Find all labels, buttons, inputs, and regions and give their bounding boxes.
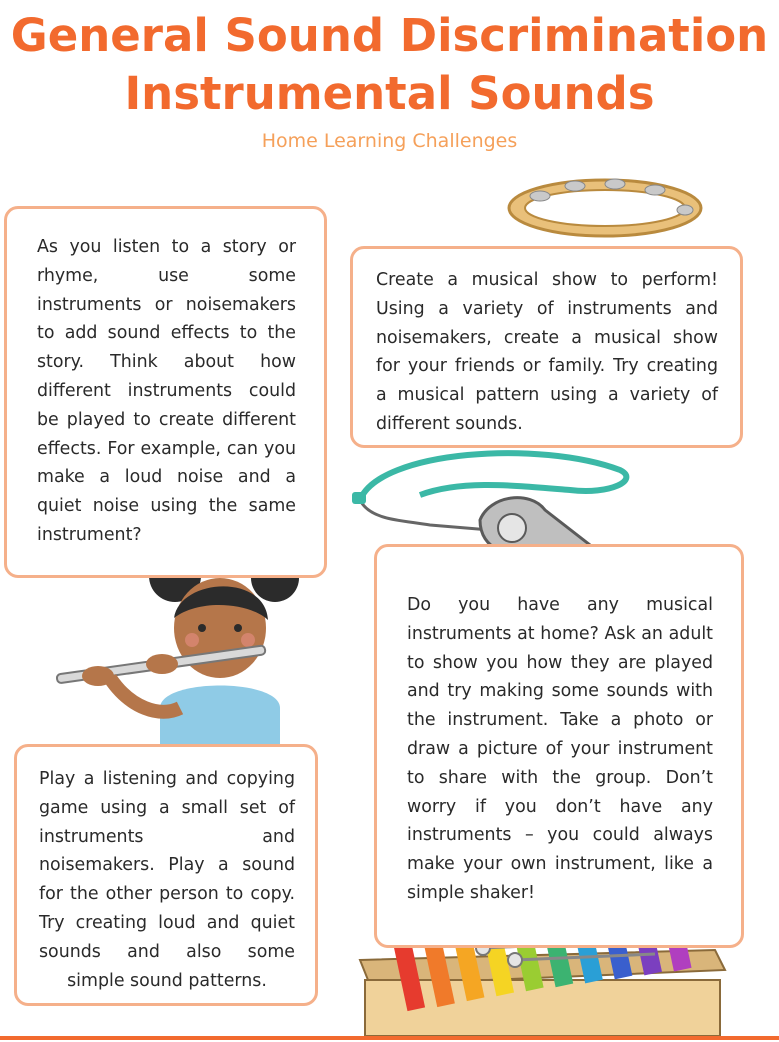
challenge-card-musical-show	[350, 246, 743, 448]
girl-with-flute-illustration	[50, 548, 310, 748]
challenge-card-home-instruments	[374, 544, 744, 948]
bottom-divider	[0, 1036, 779, 1040]
tambourine-illustration	[500, 170, 710, 250]
challenge-text: Play a listening and copying game using a small set of instruments and noisemakers. Play a sound for the other person to copy. Try creating loud and quiet sounds and also some simple sound patterns.	[39, 769, 295, 991]
challenge-text: Create a musical show to perform! Using a variety of instruments and noisemakers, create a musical show for your friends or family. Try creating a musical pattern using a variety of different sounds.	[376, 270, 718, 434]
challenge-card-story-sound-effects	[4, 206, 327, 578]
page-subtitle: Home Learning Challenges	[261, 130, 518, 152]
page-title-line-1: General Sound Discrimination	[10, 9, 769, 62]
challenge-text: As you listen to a story or rhyme, use some instruments or noisemakers to add sound effects to the story. Think about how different instruments could be played to create different effects. For example, can you make a loud noise and a quiet noise using the same instrument?	[37, 237, 296, 545]
challenge-text: Do you have any musical instruments at home? Ask an adult to show you how they are played and try making some sounds with the instrument. Take a photo or draw a picture of your instrument to share with the group. Don’t worry if you don’t have any instruments – you could always make your own instrument, like a simple shaker!	[407, 595, 713, 903]
challenge-card-listening-game	[14, 744, 318, 1006]
page-title-line-2: Instrumental Sounds	[124, 67, 655, 120]
